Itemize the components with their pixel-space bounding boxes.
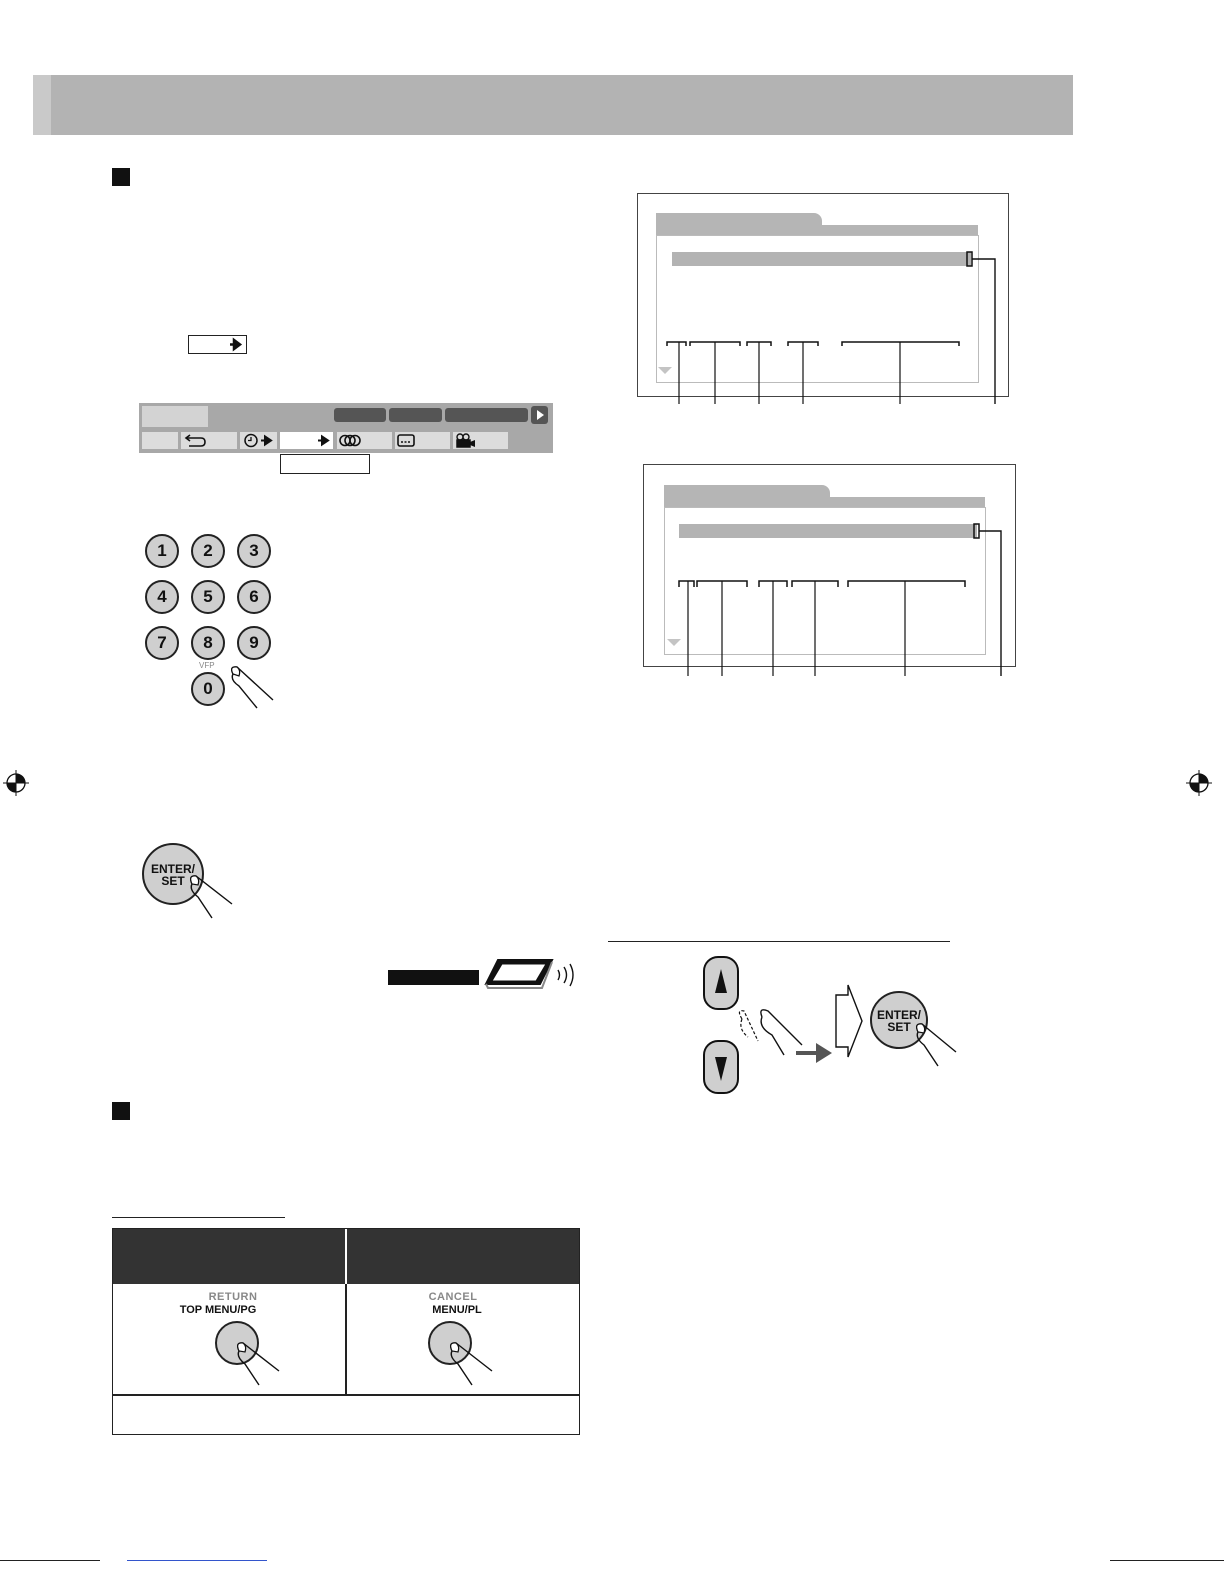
arrow-right-icon xyxy=(189,336,246,353)
key-4[interactable]: 4 xyxy=(145,580,179,614)
screen-2-header xyxy=(664,497,985,507)
audio-icon xyxy=(337,432,392,449)
enter-set-label-line1: ENTER/ xyxy=(150,862,195,876)
finger-icon xyxy=(225,664,280,714)
osd-time-cell[interactable] xyxy=(240,432,277,449)
osd-subtitle-cell[interactable] xyxy=(395,432,450,449)
subtitle-icon xyxy=(395,432,450,449)
section-rule xyxy=(608,941,950,942)
return-label: RETURN xyxy=(208,1291,258,1303)
osd-info-pill xyxy=(389,408,442,422)
key-5[interactable]: 5 xyxy=(191,580,225,614)
finger-icon xyxy=(229,1339,285,1391)
key-2[interactable]: 2 xyxy=(191,534,225,568)
section-rule xyxy=(112,1217,285,1218)
table-divider xyxy=(113,1394,579,1396)
finger-icon xyxy=(182,872,238,924)
finger-icon xyxy=(442,1339,498,1391)
camera-angle-icon xyxy=(453,432,508,449)
remote-control-icon xyxy=(484,956,580,992)
osd-info-pill xyxy=(445,408,528,422)
menu-pl-label: MENU/PL xyxy=(432,1304,482,1316)
osd-status-box xyxy=(142,406,208,427)
enter-set-label-line2: SET xyxy=(887,1020,911,1034)
section-bullet xyxy=(112,168,130,186)
footer-rule xyxy=(1110,1560,1224,1561)
screen-2-callouts xyxy=(663,522,1015,682)
osd-audio-cell[interactable] xyxy=(337,432,392,449)
footer-rule-blue xyxy=(127,1560,267,1561)
osd-selected-cell[interactable] xyxy=(280,432,333,449)
key-3[interactable]: 3 xyxy=(237,534,271,568)
registration-mark-icon xyxy=(1186,770,1212,796)
screen-1-tab xyxy=(656,213,822,225)
registration-mark-icon xyxy=(3,770,29,796)
table-divider xyxy=(345,1284,347,1394)
time-search-indicator xyxy=(188,335,247,354)
footer-rule xyxy=(0,1560,100,1561)
header-band-tab xyxy=(33,75,51,135)
screen-1-header xyxy=(656,225,978,235)
top-menu-label: TOP MENU/PG xyxy=(179,1304,257,1316)
key-0[interactable]: 0 xyxy=(191,672,225,706)
screen-2-tab xyxy=(664,485,830,497)
key-9[interactable]: 9 xyxy=(237,626,271,660)
cancel-label: CANCEL xyxy=(428,1291,478,1303)
osd-cell xyxy=(142,432,178,449)
play-triangle-icon xyxy=(531,406,548,424)
finger-icon xyxy=(908,1020,960,1072)
osd-repeat-cell[interactable] xyxy=(181,432,237,449)
screen-1-callouts xyxy=(655,250,1007,410)
key-7[interactable]: 7 xyxy=(145,626,179,660)
table-header-left xyxy=(113,1229,345,1284)
remote-label-bar xyxy=(388,970,479,985)
section-bullet xyxy=(112,1102,130,1120)
clock-arrow-icon xyxy=(240,432,277,449)
button-table xyxy=(112,1228,580,1435)
osd-next-arrow[interactable] xyxy=(531,406,548,424)
key-6[interactable]: 6 xyxy=(237,580,271,614)
arrow-right-icon xyxy=(280,432,333,449)
key-8[interactable]: 8 xyxy=(191,626,225,660)
enter-set-label-line1: ENTER/ xyxy=(876,1008,921,1022)
table-header-right xyxy=(347,1229,579,1284)
osd-angle-cell[interactable] xyxy=(453,432,508,449)
enter-set-label-line2: SET xyxy=(161,874,185,888)
repeat-icon xyxy=(181,432,237,449)
osd-time-entry-box[interactable] xyxy=(280,454,370,474)
osd-info-pill xyxy=(334,408,386,422)
header-band xyxy=(33,75,1073,135)
vfp-label: VFP xyxy=(199,661,215,670)
key-1[interactable]: 1 xyxy=(145,534,179,568)
